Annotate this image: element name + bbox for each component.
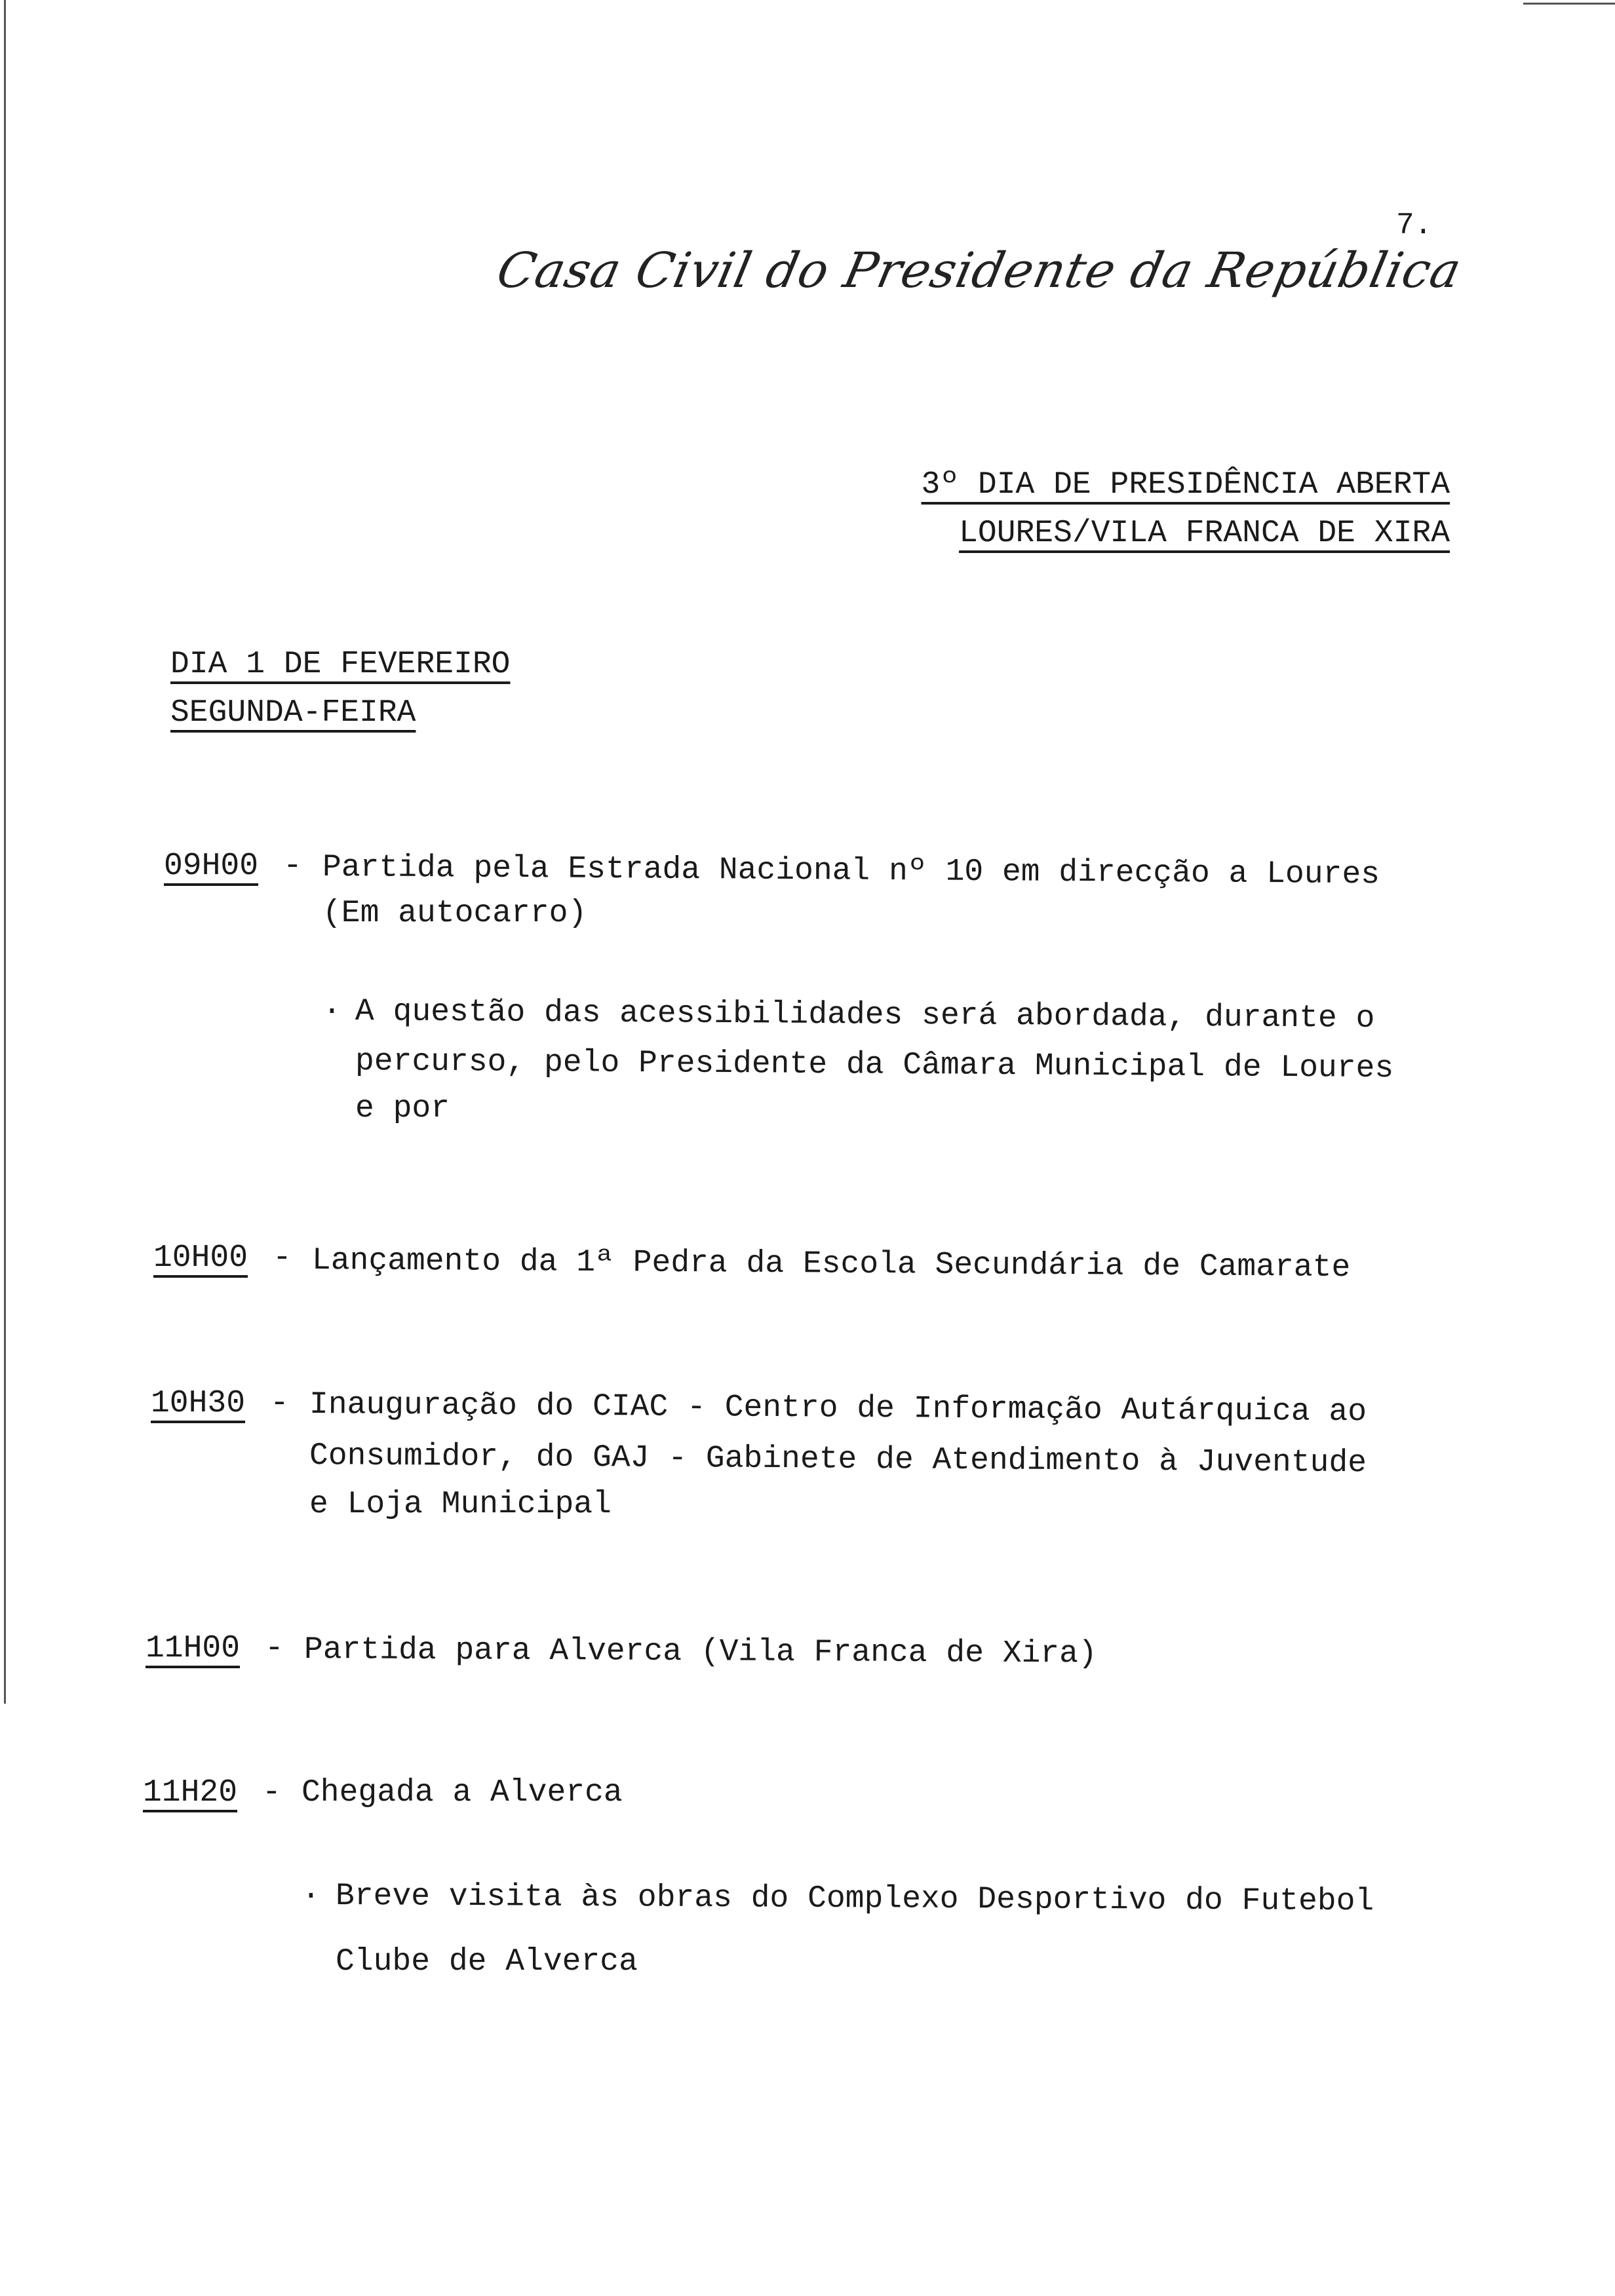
bullet-icon: · [302,1879,321,1914]
schedule-line: (Em autocarro) [322,896,587,931]
schedule-line: e Loja Municipal [309,1487,612,1522]
header-line-1: 3º DIA DE PRESIDÊNCIA ABERTA [921,467,1450,503]
schedule-line: Consumidor, do GAJ - Gabinete de Atendimento à Juventude [309,1438,1367,1482]
bullet-line: e por [355,1091,450,1126]
bullet-line: A questão das acessibilidades será abordada, durante o [355,994,1375,1037]
schedule-line: Partida para Alverca (Vila Franca de Xira) [303,1632,1097,1672]
schedule-separator: - [270,1386,289,1421]
schedule-time: 11H20 [143,1775,238,1810]
header-line-2: LOURES/VILA FRANCA DE XIRA [959,516,1450,551]
page-edge-top [1523,3,1615,5]
page-edge-left [4,0,6,1704]
schedule-line: Partida pela Estrada Nacional nº 10 em direcção a Loures [322,850,1380,893]
schedule-separator: - [265,1631,284,1666]
schedule-time: 09H00 [164,849,259,884]
page-number: 7. [1396,208,1433,242]
schedule-line: Lançamento da 1ª Pedra da Escola Secundária de Camarate [311,1243,1351,1286]
bullet-icon: · [322,994,341,1029]
schedule-time: 10H00 [153,1240,248,1276]
schedule-separator: - [273,1240,292,1276]
letterhead: Casa Civil do Presidente da República [492,242,1467,299]
bullet-line: percurso, pelo Presidente da Câmara Municipal de Loures [355,1044,1394,1087]
schedule-line: Inauguração do CIAC - Centro de Informação Autárquica ao [309,1387,1367,1430]
schedule-line: Chegada a Alverca [302,1775,623,1810]
schedule-separator: - [283,849,302,884]
date-weekday: SEGUNDA-FEIRA [170,695,416,731]
date-day: DIA 1 DE FEVEREIRO [170,647,511,682]
bullet-line: Breve visita às obras do Complexo Desportivo do Futebol [335,1879,1374,1920]
schedule-time: 10H30 [151,1386,246,1421]
schedule-time: 11H00 [146,1631,241,1666]
bullet-line: Clube de Alverca [336,1944,638,1980]
schedule-separator: - [262,1775,281,1810]
